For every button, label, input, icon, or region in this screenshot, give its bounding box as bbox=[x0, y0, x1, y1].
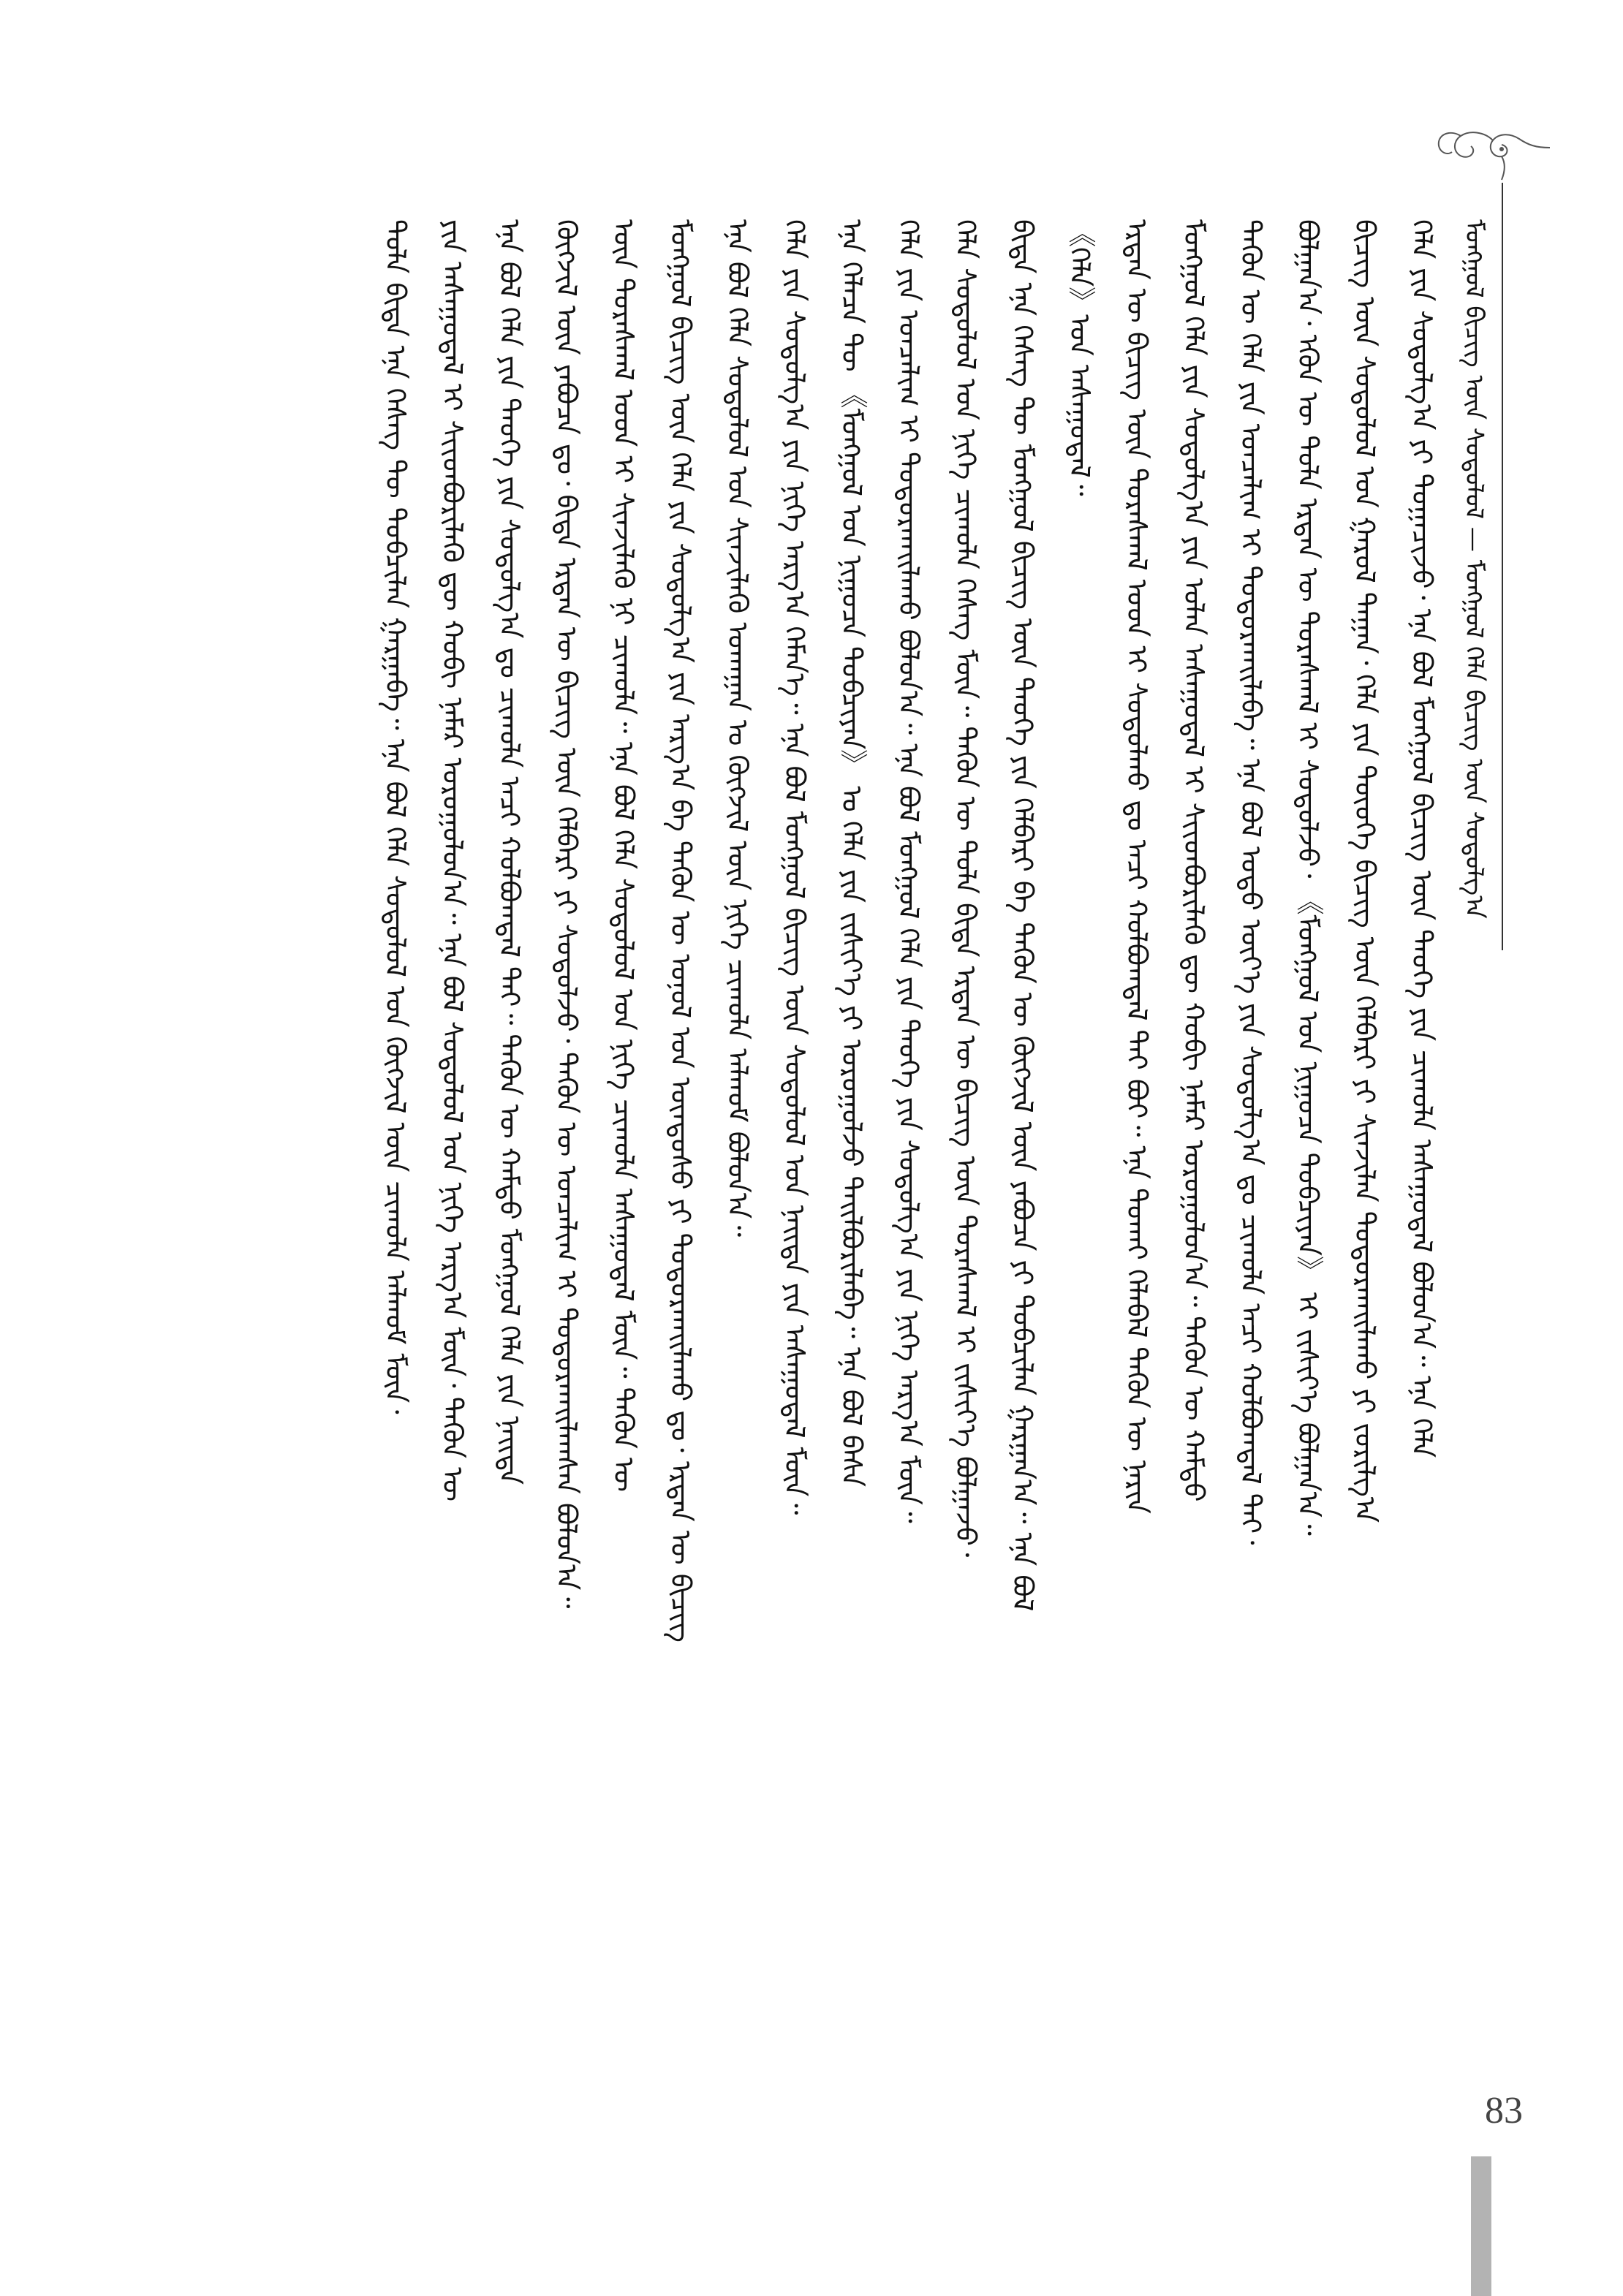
running-header: ᠮᠣᠩᠭᠣᠯ ᠪᠢᠴᠢᠭ᠌ ᠦᠨ ᠰᠤᠳᠤᠯᠤᠯ — ᠮᠣᠩᠭᠣᠯ ᠬᠡᠯᠡ ᠪᠢᠴᠢᠭ᠌ ᠦᠨ ᠰᠤᠳᠤᠯᠭ᠎ᠠ bbox=[1459, 219, 1488, 919]
side-tab bbox=[1471, 2156, 1491, 2296]
text-column: ᠲᠤᠯᠠ ᠪᠢᠳᠡ ᠡᠨᠡ ᠬᠡᠰᠡᠭ ᠲᠦ ᠲᠣᠪᠴᠢᠯᠠᠨ ᠭᠠᠷᠭᠠᠪᠠ᠃ ᠡᠨᠡ ᠪᠣᠯ ᠬᠡᠯᠡ ᠰᠤᠳᠤᠯᠤᠯ ᠤᠨ ᠬᠥᠭᠵᠢᠯ ᠦᠨ ᠴᠢᠬᠤᠯᠠ ᠠᠯᠬᠤᠮ ᠮᠥᠨ᠂ bbox=[379, 219, 412, 1414]
text-column: ᠡᠨᠡ ᠪᠣᠯ ᠬᠡᠯᠡ ᠶᠢᠨ ᠲᠡᠦᠬᠡ ᠶᠢᠨ ᠰᠤᠳᠤᠯᠭ᠎ᠠ ᠳᠤ ᠴᠢᠬᠤᠯᠠ ᠠᠴᠢ ᠬᠣᠯᠪᠤᠭᠳᠠᠯ ᠲᠠᠢ᠃ ᠲᠡᠭᠦᠨ ᠦ ᠬᠠᠮᠲᠤ ᠮᠣᠩᠭᠣᠯ ᠬᠡᠯᠡ ᠶᠢᠨ ᠨᠡᠢᠲᠡ bbox=[493, 219, 526, 1485]
text-column: ᠲᠡᠭᠦᠨ ᠦ ᠬᠡᠯᠡ ᠶᠢᠨ ᠣᠨᠴᠠᠯᠢᠭ ᠢ ᠲᠣᠳᠣᠷᠬᠠᠢᠯᠠᠪᠠ᠃ ᠡᠨᠡ ᠪᠣᠯ ᠣᠳᠣ ᠦᠶ᠎ᠡ ᠶᠢᠨ ᠰᠤᠳᠤᠯᠭ᠎ᠠ ᠳᠤ ᠴᠢᠬᠤᠯᠠ ᠠᠴᠢ ᠬᠤᠯᠪᠣᠭᠳᠠᠯ ᠲᠠᠢ᠂ bbox=[1235, 219, 1267, 1545]
text-column bbox=[313, 219, 364, 2193]
text-column: ᠦᠨ ᠳᠤᠷᠠᠰᠬᠠᠯ ᠤᠳ ᠢ ᠰᠢᠨᠵᠢᠯᠡᠬᠦ ᠨᠢ ᠴᠢᠬᠤᠯᠠ᠃ ᠡᠨᠡ ᠪᠣᠯ ᠬᠡᠯᠡ ᠰᠤᠳᠤᠯᠤᠯ ᠤᠨ ᠨᠢᠭᠡ ᠴᠢᠬᠤᠯᠠ ᠠᠰᠠᠭᠤᠳᠠᠯ ᠮᠥᠨ᠃ ᠲᠡᠭᠦᠨ ᠦ bbox=[608, 219, 640, 1492]
text-column: ᠬᠡᠯᠡ ᠰᠤᠳᠤᠯᠤᠯ ᠤᠨ ᠨᠢᠭᠡ ᠴᠢᠬᠤᠯᠠ ᠬᠡᠰᠡᠭ ᠮᠥᠨ᠃ ᠲᠡᠭᠦᠨ ᠦ ᠲᠤᠯᠠ ᠪᠢᠳᠡ ᠡᠷᠲᠡᠨ ᠦ ᠪᠢᠴᠢᠭ᠌ ᠦᠨ ᠳᠤᠷᠠᠰᠬᠠᠯ ᠢ ᠵᠢᠱᠢᠶ᠎ᠡ ᠪᠣᠯᠭᠠᠵᠤ᠂ bbox=[950, 219, 982, 1558]
text-column: ᠪᠢᠴᠢᠭ᠌ ᠦᠨ ᠰᠤᠳᠤᠯᠤᠯ ᠤᠨ ᠭᠠᠷᠤᠯ ᠳᠠᠭᠠᠨ᠂ ᠬᠡᠯᠡ ᠶᠢᠨ ᠲᠦᠦᠬᠡ ᠪᠢᠴᠢᠭ᠌ ᠦᠨ ᠬᠡᠯᠪᠡᠷᠢ ᠶᠢ ᠰᠢᠨᠵᠢᠯᠡᠨ ᠲᠣᠳᠣᠷᠬᠠᠢᠯᠠᠬᠤ ᠶᠢ ᠵᠣᠷᠢᠯᠭ᠎ᠠ bbox=[1349, 219, 1381, 1523]
text-column: ᠬᠡᠯᠡ ᠶᠢᠨ ᠰᠤᠳᠤᠯᠭ᠎ᠠ ᠶᠢᠨ ᠨᠢᠭᠡ ᠠᠷᠭ᠎ᠠ ᠬᠡᠮᠡᠨ᠎ᠡ᠃ ᠡᠨᠡ ᠪᠣᠯ ᠮᠣᠩᠭᠣᠯ ᠪᠢᠴᠢᠭ᠌ ᠦᠨ ᠰᠤᠳᠤᠯᠤᠯ ᠤᠨ ᠨᠡᠢᠲᠡ ᠶᠢᠨ ᠠᠰᠠᠭᠤᠳᠠᠯ ᠮᠥᠨ᠃ bbox=[779, 219, 811, 1515]
text-column: ᠬᠡᠯᠡ ᠶᠢᠨ ᠰᠤᠳᠤᠯᠭ᠎ᠠ ᠶᠢ ᠲᠣᠭᠠᠴᠢᠵᠤ᠂ ᠡᠨᠡ ᠪᠣᠯ ᠮᠣᠩᠭᠣᠯ ᠪᠢᠴᠢᠭ᠌ ᠦᠨ ᠲᠡᠦᠬᠡ ᠶᠢᠨ ᠴᠢᠬᠤᠯᠠ ᠠᠰᠠᠭᠤᠳᠠᠯ ᠪᠣᠯᠤᠨ᠎ᠠ᠃ ᠡᠨᠡ ᠬᠡᠯᠡ bbox=[1406, 219, 1438, 1458]
text-column: ᠡᠷᠲᠡᠨ ᠦ ᠪᠢᠴᠢᠭ᠌ ᠦᠨ ᠳᠤᠷᠠᠰᠬᠠᠯ ᠤᠳ ᠢ ᠰᠤᠳᠤᠯᠬᠤ ᠳᠤ ᠠᠴᠢ ᠬᠣᠯᠪᠤᠭᠳᠠᠯ ᠲᠠᠢ ᠪᠤᠢ᠃ ᠡᠨᠡ ᠲᠤᠬᠠᠢ ᠬᠡᠯᠡᠪᠡᠯ ᠲᠡᠭᠦᠨ ᠦ ᠨᠠᠷᠢᠨ bbox=[1121, 219, 1153, 1514]
text-column: ᠪᠣᠯᠭᠠᠨ᠎ᠠ᠂ ᠡᠭᠦᠨ ᠦ ᠲᠤᠯᠠ ᠡᠷᠲᠡᠨ ᠦ ᠳᠤᠷᠠᠰᠬᠠᠯ ᠢ ᠰᠤᠳᠤᠯᠵᠤ᠂ 《ᠮᠣᠩᠭᠣᠯ ᠤᠨ ᠨᠢᠭᠤᠴᠠ ᠲᠣᠪᠴᠢᠶᠠᠨ》 ᠢ ᠵᠢᠱᠢᠶ᠎ᠡ ᠪᠣᠯᠭᠠᠨ᠎ᠠ᠃ bbox=[1292, 219, 1324, 1536]
body-text bbox=[197, 219, 1455, 2193]
header-rule bbox=[1502, 183, 1503, 950]
text-column: ᠮᠣᠩᠭᠣᠯ ᠪᠢᠴᠢᠭ᠌ ᠦᠨ ᠬᠡᠯᠡ ᠶᠢᠨ ᠰᠤᠳᠤᠯᠭ᠎ᠠ ᠶᠢᠨ ᠠᠷᠭ᠎ᠠ ᠪᠠ ᠲᠡᠭᠦᠨ ᠦ ᠣᠨᠣᠯ ᠤᠨ ᠦᠨᠳᠦᠰᠦ ᠶᠢ ᠲᠣᠳᠣᠷᠬᠠᠢᠯᠠᠬᠤ ᠳᠤ᠂ ᠡᠷᠲᠡᠨ ᠦ ᠪᠢᠴᠢᠭ᠌ bbox=[665, 219, 697, 1643]
text-column: ᠪᠢᠳᠡ ᠡᠨᠡ ᠬᠡᠰᠡᠭ ᠲᠦ ᠮᠣᠩᠭᠣᠯ ᠪᠢᠴᠢᠭ᠌ ᠦᠨ ᠲᠡᠦᠬᠡ ᠶᠢᠨ ᠬᠡᠯᠪᠡᠷᠢ ᠪᠠ ᠲᠡᠭᠦᠨ ᠦ ᠬᠥᠭᠵᠢᠯ ᠦᠨ ᠶᠠᠪᠤᠴᠠ ᠶᠢ ᠲᠣᠪᠴᠢᠯᠠᠨ ᠭᠠᠷᠭᠠᠨ᠎ᠠ᠃ ᠡᠨᠡ ᠪᠣᠯ bbox=[1007, 219, 1039, 1612]
text-column: 《ᠬᠡᠯᠡ》ᠤᠨ ᠠᠰᠠᠭᠤᠳᠠᠯ᠃ bbox=[1064, 219, 1096, 496]
text-column: ᠬᠥᠭᠵᠢᠯ ᠦᠨ ᠶᠠᠪᠤᠴᠠ ᠳᠤ᠂ ᠪᠢᠳᠡ ᠡᠷᠲᠡᠨ ᠦ ᠪᠢᠴᠢᠭ᠌ ᠦᠨ ᠬᠡᠯᠪᠡᠷᠢ ᠶᠢ ᠰᠤᠳᠤᠯᠵᠤ᠂ ᠲᠡᠭᠦᠨ ᠦ ᠣᠨᠴᠠᠯᠢᠭ ᠢ ᠲᠣᠳᠣᠷᠬᠠᠢᠯᠠᠭᠰᠠᠨ ᠪᠣᠯᠤᠨ᠎ᠠ᠃ bbox=[551, 219, 583, 1609]
text-column: ᠬᠡᠯᠡ ᠶᠢᠨ ᠣᠨᠴᠠᠯᠢᠭ ᠢ ᠲᠣᠳᠣᠷᠬᠠᠢᠯᠠᠬᠤ ᠪᠣᠯᠤᠨ᠎ᠠ᠃ ᠡᠨᠡ ᠪᠣᠯ ᠮᠣᠩᠭᠣᠯ ᠬᠡᠯᠡ ᠶᠢᠨ ᠲᠡᠦᠬᠡ ᠶᠢᠨ ᠰᠤᠳᠤᠯᠭ᠎ᠠ ᠶᠢᠨ ᠨᠢᠭᠡ ᠠᠷᠭ᠎ᠠ ᠮᠥᠨ᠃ bbox=[893, 219, 925, 1523]
text-column: ᠮᠣᠩᠭᠣᠯ ᠬᠡᠯᠡ ᠶᠢᠨ ᠰᠤᠳᠤᠯᠭ᠎ᠠ ᠶᠢᠨ ᠣᠯᠠᠨ ᠠᠰᠠᠭᠤᠳᠠᠯ ᠢ ᠰᠢᠢᠳᠪᠦᠷᠢᠯᠡᠬᠦ ᠳᠦ ᠬᠤᠪᠢ ᠨᠡᠮᠡᠷ ᠣᠷᠣᠭᠤᠯᠤᠨ᠎ᠠ᠃ ᠲᠡᠭᠦᠨ ᠦ ᠬᠠᠮᠲᠤ bbox=[1178, 219, 1210, 1502]
text-column: ᠡᠨᠡ ᠪᠣᠯ ᠬᠡᠯᠡ ᠰᠤᠳᠤᠯᠤᠯ ᠤᠨ ᠰᠢᠨᠵᠢᠯᠡᠬᠦ ᠤᠬᠠᠭᠠᠨ ᠤ ᠬᠥᠭᠵᠢᠯ ᠦᠨ ᠨᠢᠭᠡ ᠴᠢᠬᠤᠯᠠ ᠠᠯᠬᠤᠮ ᠪᠣᠯᠤᠨ᠎ᠠ᠃ bbox=[722, 219, 754, 1238]
ornament-flourish-icon bbox=[1426, 117, 1557, 183]
page-number: 83 bbox=[1485, 2090, 1523, 2132]
text-column: ᠡᠨᠡ ᠬᠡᠯᠡᠴᠡ ᠲᠦ 《ᠮᠣᠩᠭᠣᠯ ᠤᠨ ᠨᠢᠭᠤᠴᠠ ᠲᠣᠪᠴᠢᠶᠠᠨ》 ᠤ ᠬᠡᠯᠡ ᠶᠢᠨ ᠵᠢᠱᠢᠶ᠎ᠡ ᠶᠢ ᠣᠷᠣᠭᠤᠯᠵᠤ ᠲᠠᠢᠯᠪᠤᠷᠢᠯᠠᠪᠠ᠃ ᠡᠨᠡ ᠪᠣᠯ ᠪᠠᠰᠠ bbox=[836, 219, 868, 1487]
text-column bbox=[197, 219, 249, 2193]
text-column: ᠶᠢᠨ ᠠᠰᠠᠭᠤᠳᠠᠯ ᠢ ᠰᠢᠢᠳᠪᠦᠷᠢᠯᠡᠬᠦ ᠳᠦ ᠬᠤᠪᠢ ᠨᠡᠮᠡᠷ ᠣᠷᠣᠭᠤᠯᠤᠨ᠎ᠠ᠃ ᠡᠨᠡ ᠪᠣᠯ ᠰᠤᠳᠤᠯᠤᠯ ᠤᠨ ᠨᠢᠭᠡ ᠠᠷᠭ᠎ᠠ ᠮᠥᠨ᠂ ᠲᠡᠭᠦᠨ ᠦ bbox=[436, 219, 469, 1502]
